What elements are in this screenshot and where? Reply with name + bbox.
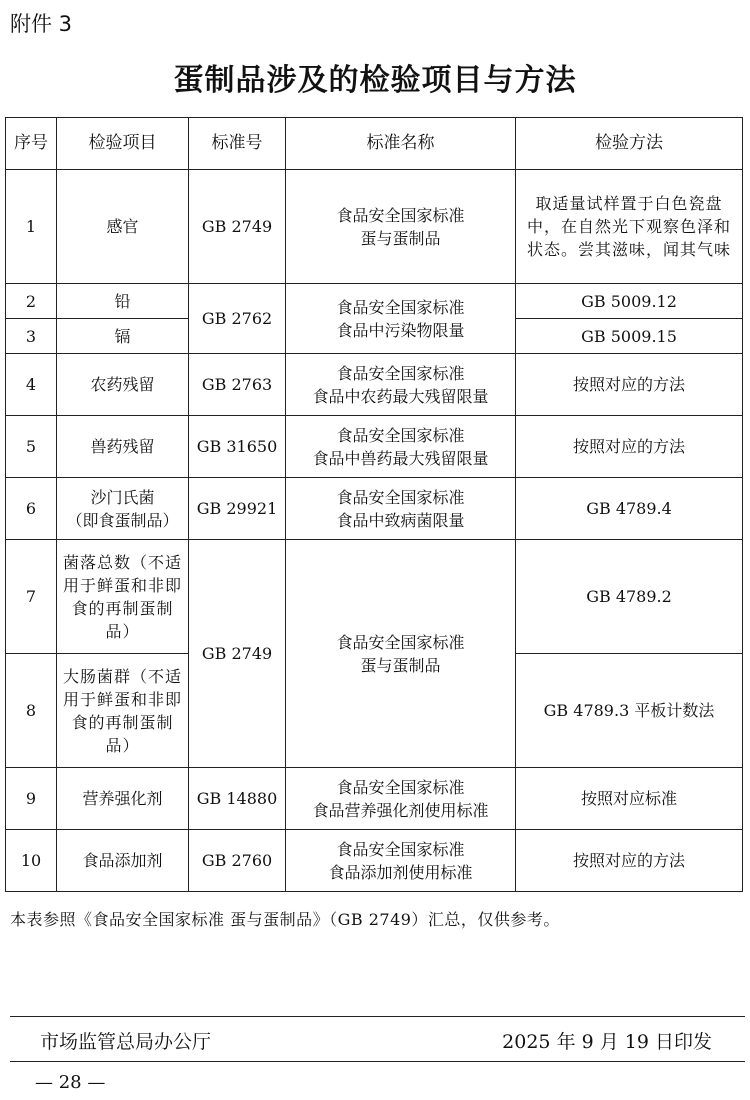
cell-std: GB 2749 [189, 170, 286, 284]
footer-bottom-rule [10, 1061, 745, 1062]
attachment-label: 附件 3 [10, 12, 73, 36]
cell-method: GB 5009.15 [516, 319, 743, 354]
cell-item: 沙门氏菌 （即食蛋制品） [57, 478, 189, 540]
cell-no: 7 [6, 540, 57, 654]
cell-method: 按照对应的方法 [516, 354, 743, 416]
table-row [6, 478, 743, 540]
cell-std: GB 2762 [189, 284, 286, 354]
cell-no: 6 [6, 478, 57, 540]
table-row [6, 768, 743, 830]
cell-method: 按照对应的方法 [516, 830, 743, 892]
cell-method: GB 4789.4 [516, 478, 743, 540]
cell-no: 2 [6, 284, 57, 319]
cell-method: 按照对应的方法 [516, 416, 743, 478]
cell-std: GB 31650 [189, 416, 286, 478]
cell-no: 8 [6, 654, 57, 768]
table-row [6, 170, 743, 284]
cell-std: GB 29921 [189, 478, 286, 540]
issue-date: 2025 年 9 月 19 日印发 [502, 1031, 712, 1053]
cell-no: 1 [6, 170, 57, 284]
table-header-row [6, 118, 743, 170]
cell-method: 按照对应标准 [516, 768, 743, 830]
issuer-name: 市场监管总局办公厅 [40, 1031, 212, 1053]
cell-item: 农药残留 [57, 354, 189, 416]
cell-no: 3 [6, 319, 57, 354]
header-no: 序号 [6, 118, 57, 170]
cell-item: 大肠菌群（不适用于鲜蛋和非即食的再制蛋制品） [57, 654, 189, 768]
cell-no: 5 [6, 416, 57, 478]
cell-name: 食品安全国家标准 蛋与蛋制品 [286, 540, 516, 768]
cell-std: GB 2760 [189, 830, 286, 892]
cell-name: 食品安全国家标准 蛋与蛋制品 [286, 170, 516, 284]
cell-method: GB 4789.2 [516, 540, 743, 654]
cell-name: 食品安全国家标准 食品添加剂使用标准 [286, 830, 516, 892]
cell-std: GB 2749 [189, 540, 286, 768]
inspection-table [5, 117, 743, 892]
table-row [6, 416, 743, 478]
cell-no: 4 [6, 354, 57, 416]
table-row [6, 830, 743, 892]
cell-item: 菌落总数（不适用于鲜蛋和非即食的再制蛋制品） [57, 540, 189, 654]
cell-name: 食品安全国家标准 食品中污染物限量 [286, 284, 516, 354]
header-item: 检验项目 [57, 118, 189, 170]
table-footnote: 本表参照《食品安全国家标准 蛋与蛋制品》（GB 2749）汇总，仅供参考。 [10, 910, 560, 929]
cell-name: 食品安全国家标准 食品中致病菌限量 [286, 478, 516, 540]
cell-method: GB 4789.3 平板计数法 [516, 654, 743, 768]
cell-item: 铅 [57, 284, 189, 319]
cell-no: 9 [6, 768, 57, 830]
table-row [6, 284, 743, 319]
cell-item: 镉 [57, 319, 189, 354]
header-method: 检验方法 [516, 118, 743, 170]
cell-item: 兽药残留 [57, 416, 189, 478]
cell-no: 10 [6, 830, 57, 892]
cell-std: GB 14880 [189, 768, 286, 830]
cell-name: 食品安全国家标准 食品中农药最大残留限量 [286, 354, 516, 416]
cell-name: 食品安全国家标准 食品营养强化剂使用标准 [286, 768, 516, 830]
cell-std: GB 2763 [189, 354, 286, 416]
table-row [6, 354, 743, 416]
page-title: 蛋制品涉及的检验项目与方法 [173, 63, 577, 98]
cell-name: 食品安全国家标准 食品中兽药最大残留限量 [286, 416, 516, 478]
footer-top-rule [10, 1016, 745, 1017]
header-std: 标准号 [189, 118, 286, 170]
cell-method: 取适量试样置于白色瓷盘中，在自然光下观察色泽和状态。尝其滋味，闻其气味 [516, 170, 743, 284]
cell-item: 感官 [57, 170, 189, 284]
cell-item: 食品添加剂 [57, 830, 189, 892]
table-row [6, 540, 743, 654]
cell-method: GB 5009.12 [516, 284, 743, 319]
page-number: — 28 — [35, 1072, 106, 1093]
cell-item: 营养强化剂 [57, 768, 189, 830]
header-name: 标准名称 [286, 118, 516, 170]
